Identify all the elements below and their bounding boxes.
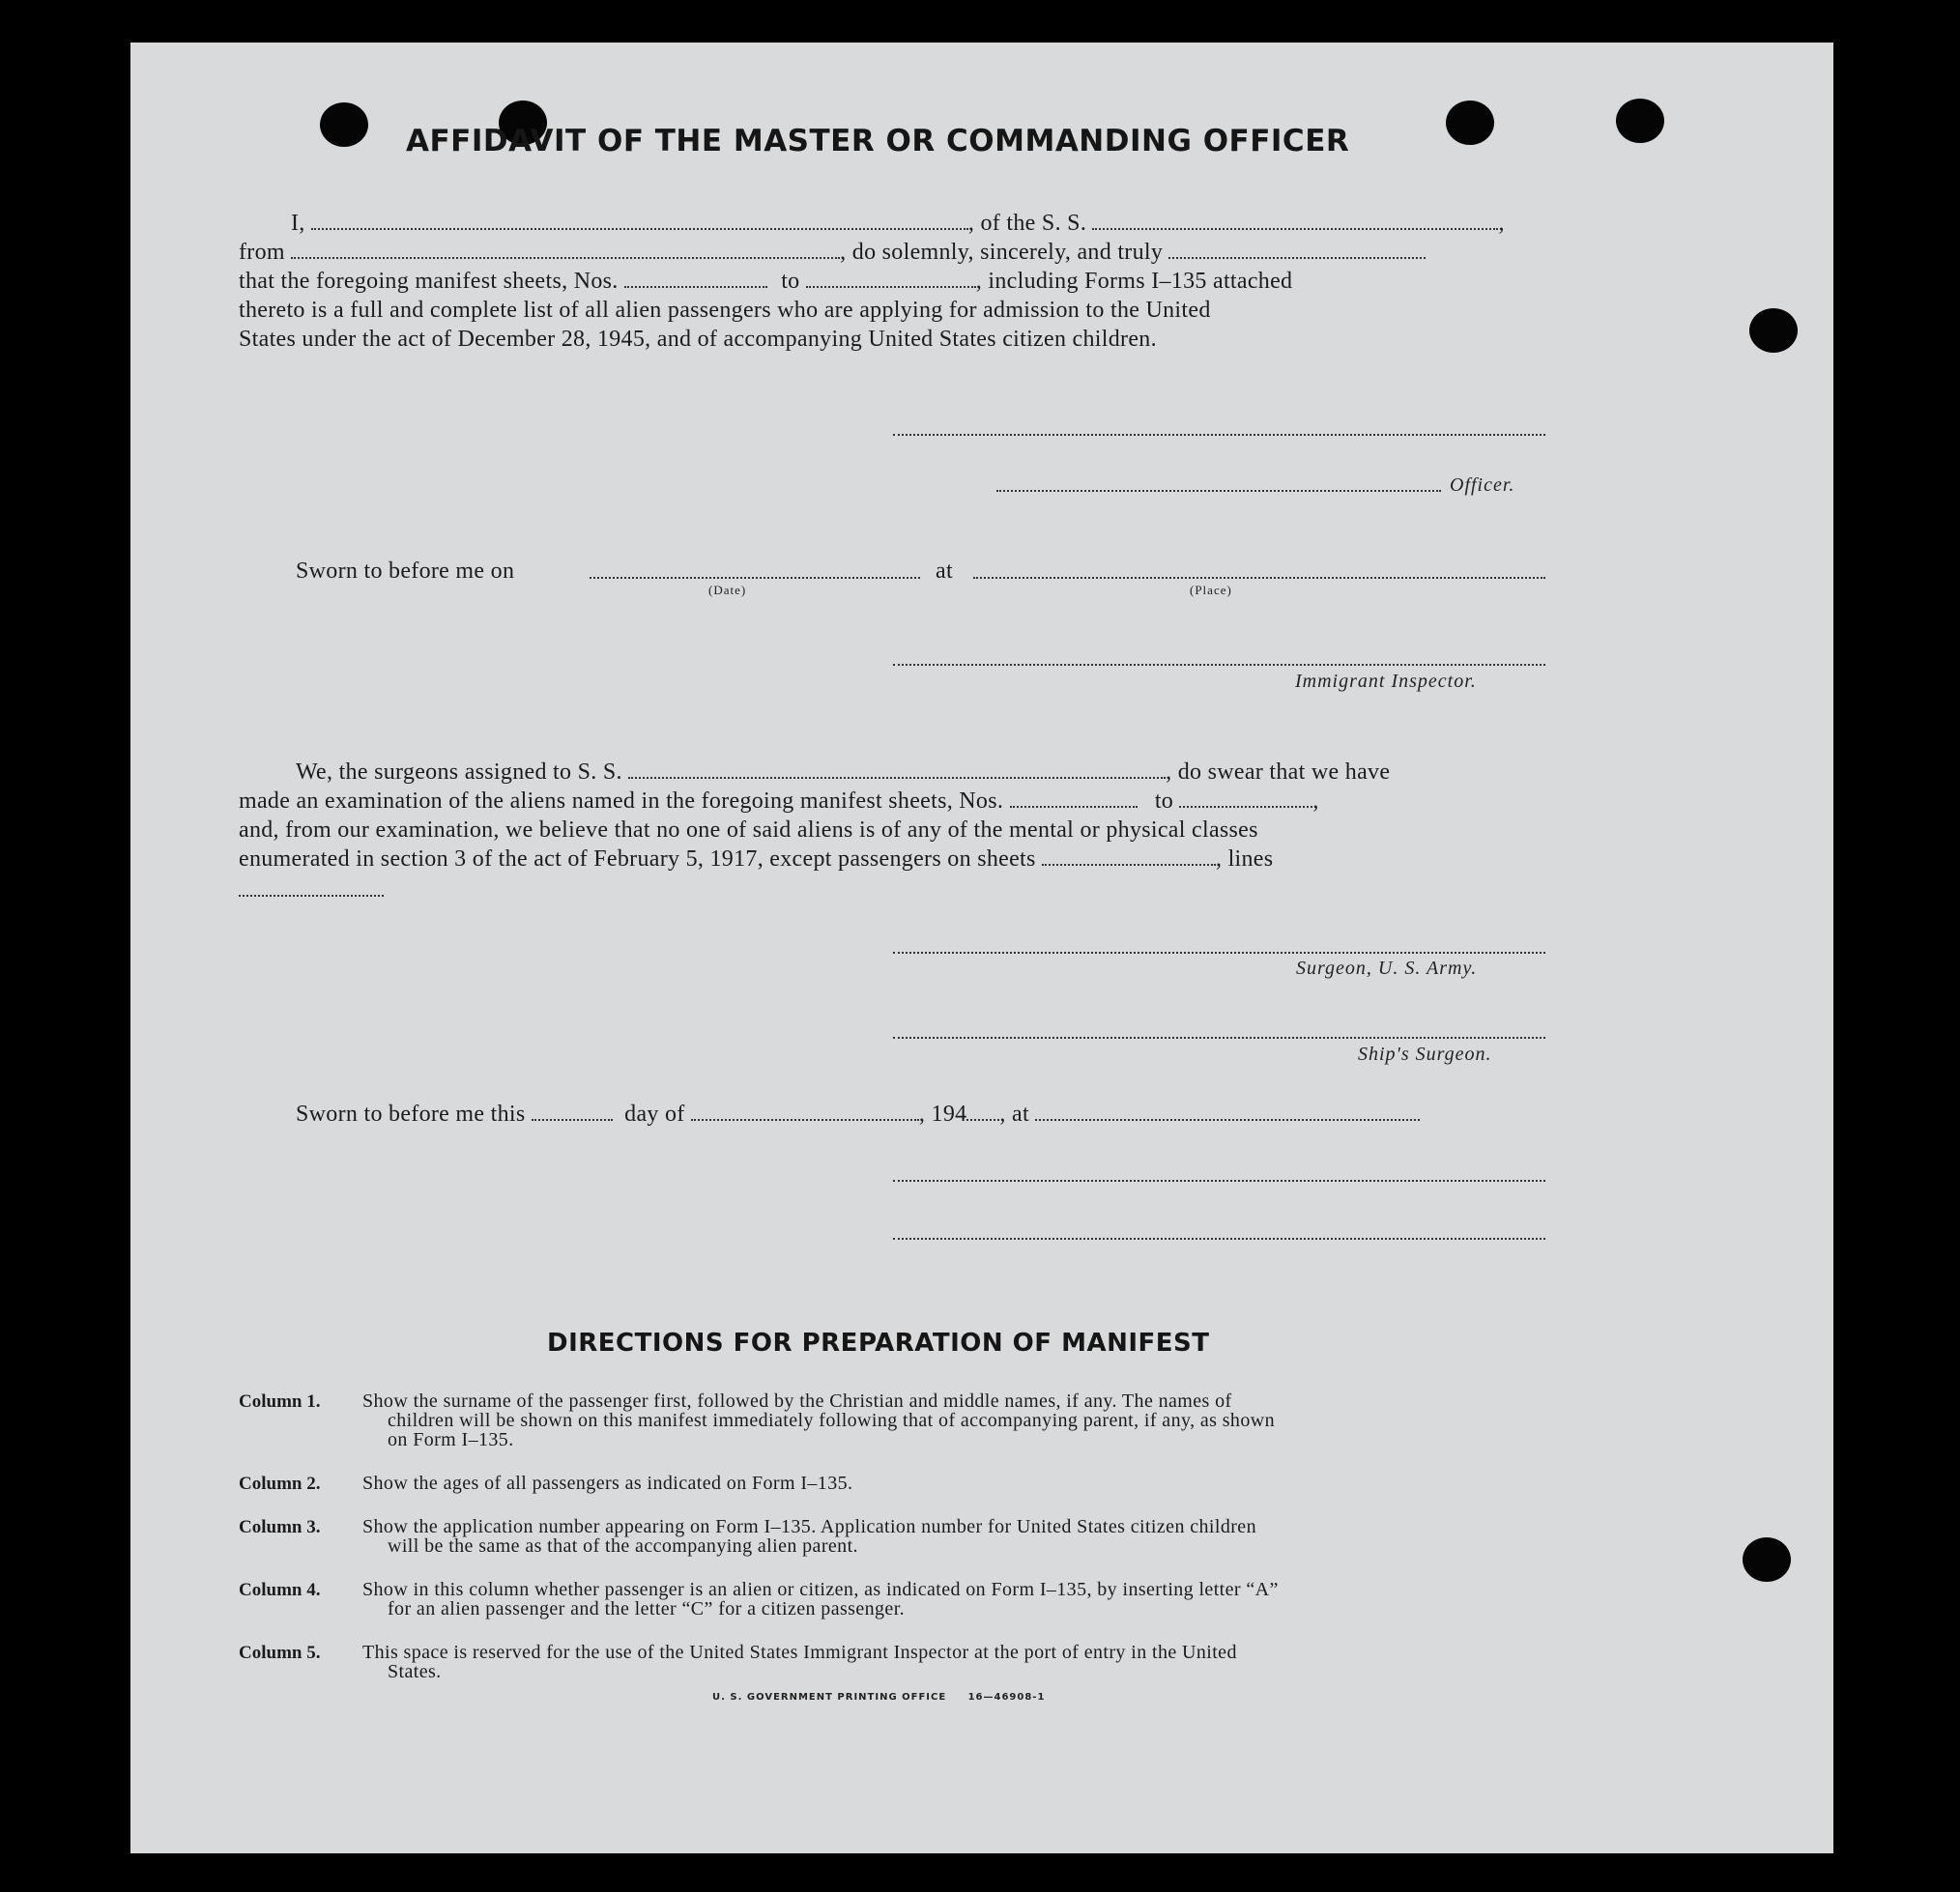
affidavit-text: , do solemnly, sincerely, and truly: [840, 240, 1164, 265]
direction-line: children will be shown on this manifest immediately following that of accompanying parent, if any, as shown: [388, 1410, 1275, 1431]
sheet-from-field[interactable]: [624, 284, 767, 288]
place-caption: (Place): [1190, 583, 1232, 597]
direction-line: Show the surname of the passenger first, followed by the Christian and middle names, if any. The names of: [362, 1390, 1232, 1412]
surgeons-text: , lines: [1215, 846, 1274, 872]
surgeons-text: ,: [1312, 788, 1319, 814]
from-field-extra[interactable]: [1168, 255, 1426, 259]
lines-field[interactable]: [239, 895, 384, 897]
day-field[interactable]: [532, 1117, 613, 1121]
affidavit-text: I,: [291, 211, 305, 236]
direction-line: will be the same as that of the accompanying alien parent.: [388, 1535, 858, 1557]
sworn-place-field[interactable]: [1035, 1117, 1420, 1121]
punch-hole: [1616, 99, 1664, 143]
sworn-text: Sworn to before me this: [296, 1102, 526, 1127]
punch-hole: [1446, 100, 1494, 145]
affidavit-text: , of the S. S.: [967, 211, 1087, 236]
direction-line: States.: [388, 1661, 442, 1682]
officer-title-line[interactable]: [996, 490, 1441, 492]
sheet-to-field[interactable]: [806, 284, 976, 288]
direction-label: Column 2.: [239, 1474, 321, 1494]
printing-office-footer: U. S. GOVERNMENT PRINTING OFFICE 16—46908-1: [712, 1692, 1046, 1703]
affidavit-text: ,: [1498, 211, 1505, 236]
punch-hole: [1749, 308, 1798, 353]
officer-signature-line[interactable]: [893, 434, 1545, 436]
except-sheets-field[interactable]: [1042, 862, 1216, 866]
directions-title: DIRECTIONS FOR PREPARATION OF MANIFEST: [547, 1329, 1210, 1358]
surgeon-army-label: Surgeon, U. S. Army.: [1296, 958, 1478, 979]
surgeons-text: to: [1154, 788, 1174, 814]
sworn-text: , 194: [918, 1102, 967, 1127]
ship-field[interactable]: [1092, 226, 1498, 230]
inspector-label: Immigrant Inspector.: [1295, 671, 1477, 692]
date-caption: (Date): [708, 583, 747, 597]
affidavit-line-2: [239, 240, 1426, 266]
surgeons-line-2: [239, 788, 1319, 815]
direction-line: Show the ages of all passengers as indicated on Form I–135.: [362, 1473, 853, 1494]
surgeons-ship-field[interactable]: [628, 775, 1166, 779]
affidavit-line-1: [291, 211, 1683, 237]
army-surgeon-signature-line[interactable]: [893, 952, 1545, 954]
punch-hole: [1743, 1537, 1791, 1582]
surgeons-text: made an examination of the aliens named in the foregoing manifest sheets, Nos.: [239, 788, 1004, 814]
surgeons-line-3: and, from our examination, we believe that no one of said aliens is of any of the mental or physical classes: [239, 817, 1258, 843]
from-field[interactable]: [291, 255, 840, 259]
place-field[interactable]: [973, 577, 1545, 579]
affidavit-text: that the foregoing manifest sheets, Nos.: [239, 269, 619, 294]
surgeons-text: enumerated in section 3 of the act of February 5, 1917, except passengers on sheets: [239, 846, 1036, 872]
sworn-text: , at: [999, 1102, 1029, 1127]
inspector-signature-line[interactable]: [893, 664, 1545, 666]
affidavit-line-3: [239, 269, 1292, 295]
signature-line[interactable]: [893, 1238, 1545, 1240]
direction-line: Show in this column whether passenger is an alien or citizen, as indicated on Form I–135, by inserting letter “A”: [362, 1579, 1279, 1600]
surgeons-line-1: [296, 760, 1390, 786]
direction-label: Column 4.: [239, 1580, 321, 1600]
direction-label: Column 3.: [239, 1517, 321, 1537]
affidavit-title: AFFIDAVIT OF THE MASTER OR COMMANDING OFFICER: [406, 124, 1350, 158]
surgeons-text: , do swear that we have: [1166, 760, 1391, 785]
surgeons-sheet-from[interactable]: [1010, 804, 1138, 808]
sworn-text: day of: [624, 1102, 685, 1127]
affidavit-line-4: thereto is a full and complete list of all alien passengers who are applying for admission to the United: [239, 298, 1211, 323]
affidavit-text: , including Forms I–135 attached: [975, 269, 1293, 294]
sworn-to-label: Sworn to before me on: [296, 559, 515, 584]
month-field[interactable]: [691, 1117, 919, 1121]
affidavit-text: from: [239, 240, 285, 265]
affidavit-text: to: [781, 269, 800, 294]
sworn-this-line: [296, 1102, 1420, 1128]
ships-surgeon-signature-line[interactable]: [893, 1037, 1545, 1039]
signature-line[interactable]: [893, 1180, 1545, 1182]
punch-hole: [320, 102, 368, 147]
direction-line: for an alien passenger and the letter “C” for a citizen passenger.: [388, 1598, 906, 1620]
date-field[interactable]: [590, 577, 920, 579]
direction-line: on Form I–135.: [388, 1429, 514, 1450]
direction-line: This space is reserved for the use of the United States Immigrant Inspector at the port of entry in the United: [362, 1642, 1237, 1663]
name-field[interactable]: [311, 226, 968, 230]
officer-label: Officer.: [1450, 474, 1515, 496]
at-label: at: [936, 559, 953, 584]
year-field[interactable]: [966, 1117, 999, 1121]
surgeons-sheet-to[interactable]: [1179, 804, 1312, 808]
affidavit-line-5: States under the act of December 28, 1945, and of accompanying United States citizen children.: [239, 327, 1157, 352]
surgeons-text: We, the surgeons assigned to S. S.: [296, 760, 622, 785]
ships-surgeon-label: Ship's Surgeon.: [1358, 1044, 1492, 1065]
direction-line: Show the application number appearing on Form I–135. Application number for United States citizen children: [362, 1516, 1256, 1537]
surgeons-line-4: [239, 846, 1273, 873]
document-page: [130, 43, 1833, 1853]
direction-label: Column 5.: [239, 1643, 321, 1663]
direction-label: Column 1.: [239, 1391, 321, 1412]
